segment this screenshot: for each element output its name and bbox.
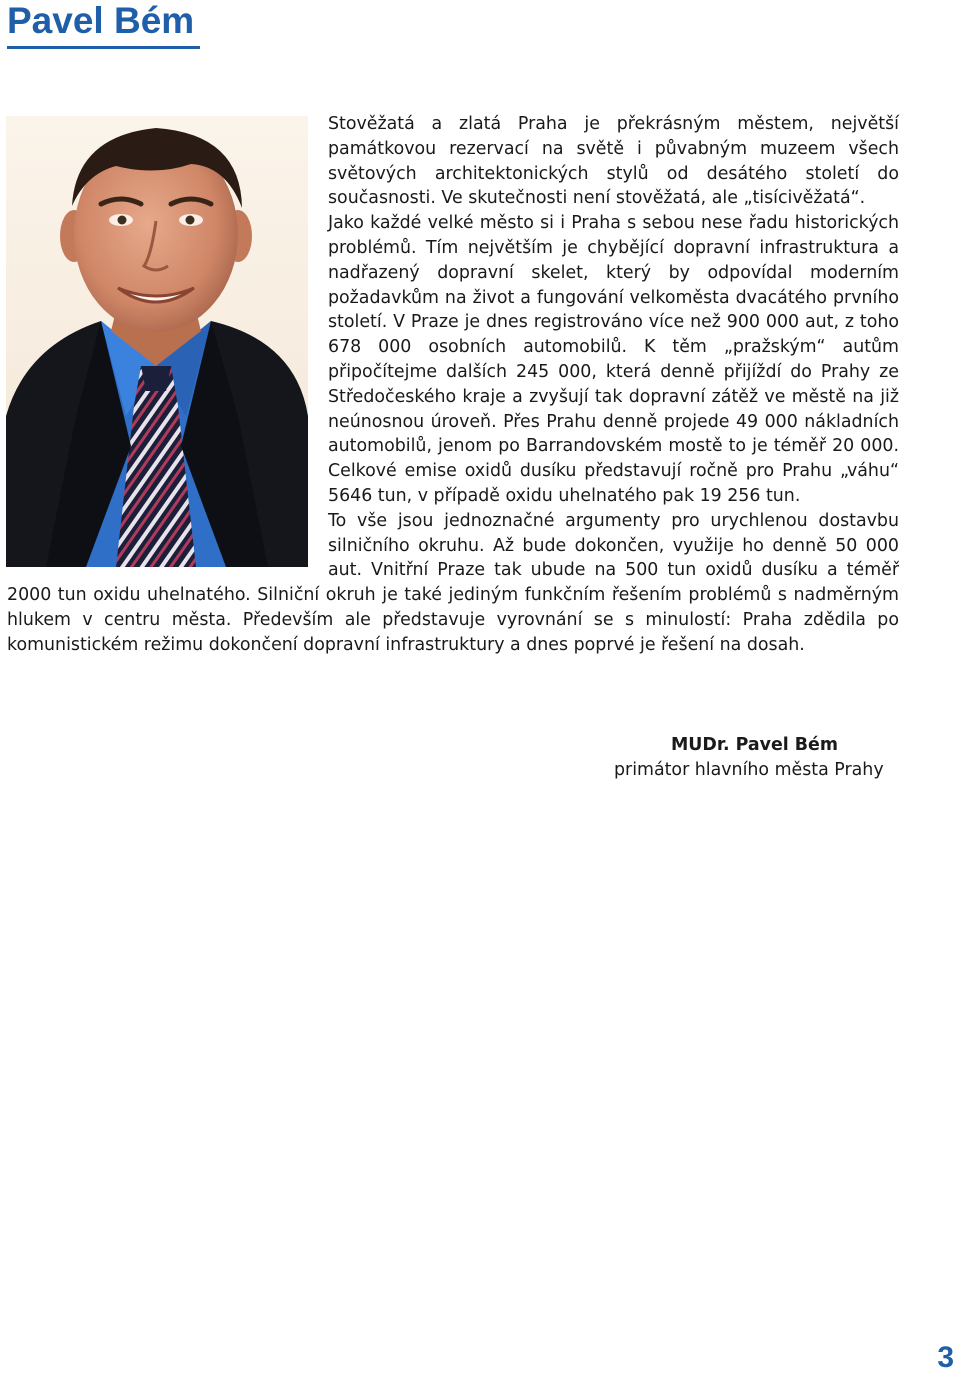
article-body [7,112,899,658]
page-number: 3 [937,1341,954,1374]
article-paragraph-2: Jako každé velké město si i Praha s sebou nese řadu historických problémů. Tím největším je chybějící dopravní infrastruktura a nadřazený dopravní skelet, který by odpovídal moderním požadavkům na život a fungování velkoměsta dvacátého prvního století. V Praze je dnes registrováno více než 900 000 aut, z toho 678 000 osobních automobilů. K těm „pražským“ autům připočítejme dalších 245 000, která denně přijíždí do Prahy ze Středočeského kraje a zvyšují tak dopravní zátěž ve městě na již neúnosnou úroveň. Přes Prahu denně projede 49 000 nákladních automobilů, jenom po Barrandovském mostě to je téměř 20 000. Celkové emise oxidů dusíku představují ročně pro Prahu „váhu“ 5646 tun, v případě oxidu uhelnatého pak 19 256 tun. [328,213,899,506]
article-paragraph-1: Stověžatá a zlatá Praha je překrásným městem, největší památkovou rezervací na světě i půvabným muzeem všech světových architektonických stylů od desátého století do současnosti. Ve skutečnosti není stověžatá, ale „tisícivěžatá“. [328,114,899,209]
signature-name: MUDr. Pavel Bém [671,735,838,755]
portrait-float-space [7,112,328,582]
signature [614,733,914,783]
article-paragraph-3: To vše jsou jednoznačné argumenty pro urychlenou dostavbu silničního okruhu. Až bude dokončen, využije ho denně 50 000 aut. Vnitřní Praze tak ubude na 500 tun oxidů dusíku a téměř 2000 tun oxidu uhelnatého. Silniční okruh je také jediným funkčním řešením problémů s nadměrným hlukem v centru města. Především ale představuje vyrovnání se s minulostí: Praha zdědila po komunistickém režimu dokončení dopravní infrastruktury a dnes poprvé je řešení na dosah. [7,510,899,655]
page-title: Pavel Bém [7,0,200,49]
signature-role: primátor hlavního města Prahy [614,759,884,780]
